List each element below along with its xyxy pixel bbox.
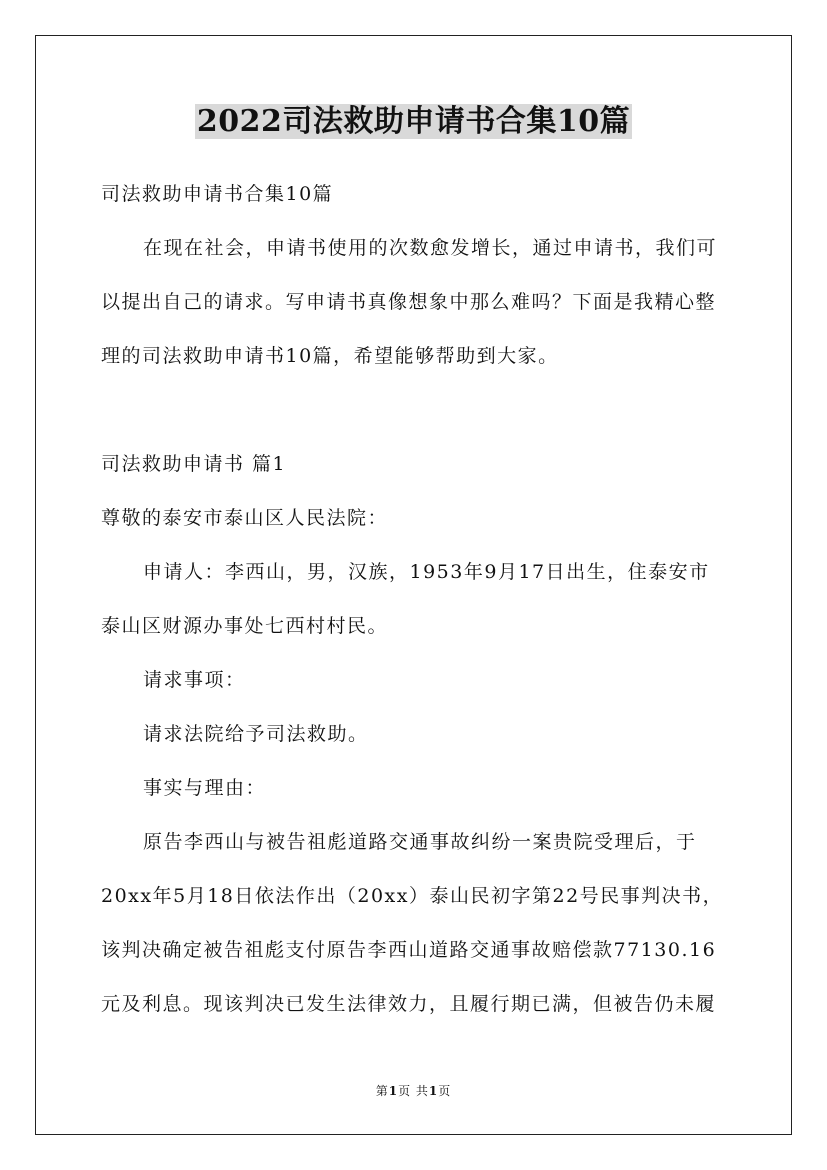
document-title-text: 2022司法救助申请书合集10篇 — [196, 104, 631, 139]
intro-line-2: 以提出自己的请求。写申请书真像想象中那么难吗？下面是我精心整 — [101, 291, 717, 313]
facts-line-1: 原告李西山与被告祖彪道路交通事故纠纷一案贵院受理后，于 — [143, 831, 697, 853]
salutation: 尊敬的泰安市泰山区人民法院： — [101, 507, 389, 529]
footer-page-number: 1 — [388, 1084, 399, 1098]
applicant-line-1: 申请人：李西山，男，汉族，1953年9月17日出生，住泰安市 — [143, 561, 710, 583]
request-text: 请求法院给予司法救助。 — [143, 723, 369, 745]
section-heading: 司法救助申请书 篇1 — [101, 453, 287, 475]
footer-prefix: 第 — [375, 1084, 389, 1098]
footer-page-total: 1 — [428, 1084, 439, 1098]
page-footer — [0, 1083, 827, 1099]
intro-line-1: 在现在社会，申请书使用的次数愈发增长，通过申请书，我们可 — [143, 237, 718, 259]
facts-label: 事实与理由： — [143, 777, 267, 799]
request-label: 请求事项： — [143, 669, 246, 691]
document-subtitle: 司法救助申请书合集10篇 — [101, 183, 334, 205]
applicant-line-2: 泰山区财源办事处七西村村民。 — [101, 615, 389, 637]
footer-mid: 页 共 — [398, 1084, 429, 1098]
footer-suffix: 页 — [438, 1084, 452, 1098]
facts-line-3: 该判决确定被告祖彪支付原告李西山道路交通事故赔偿款77130.16 — [101, 939, 717, 961]
intro-line-3: 理的司法救助申请书10篇，希望能够帮助到大家。 — [101, 345, 559, 367]
facts-line-2: 20xx年5月18日依法作出（20xx）泰山民初字第22号民事判决书， — [101, 885, 724, 907]
document-title — [0, 100, 827, 144]
facts-line-4: 元及利息。现该判决已发生法律效力，且履行期已满，但被告仍未履 — [101, 993, 717, 1015]
